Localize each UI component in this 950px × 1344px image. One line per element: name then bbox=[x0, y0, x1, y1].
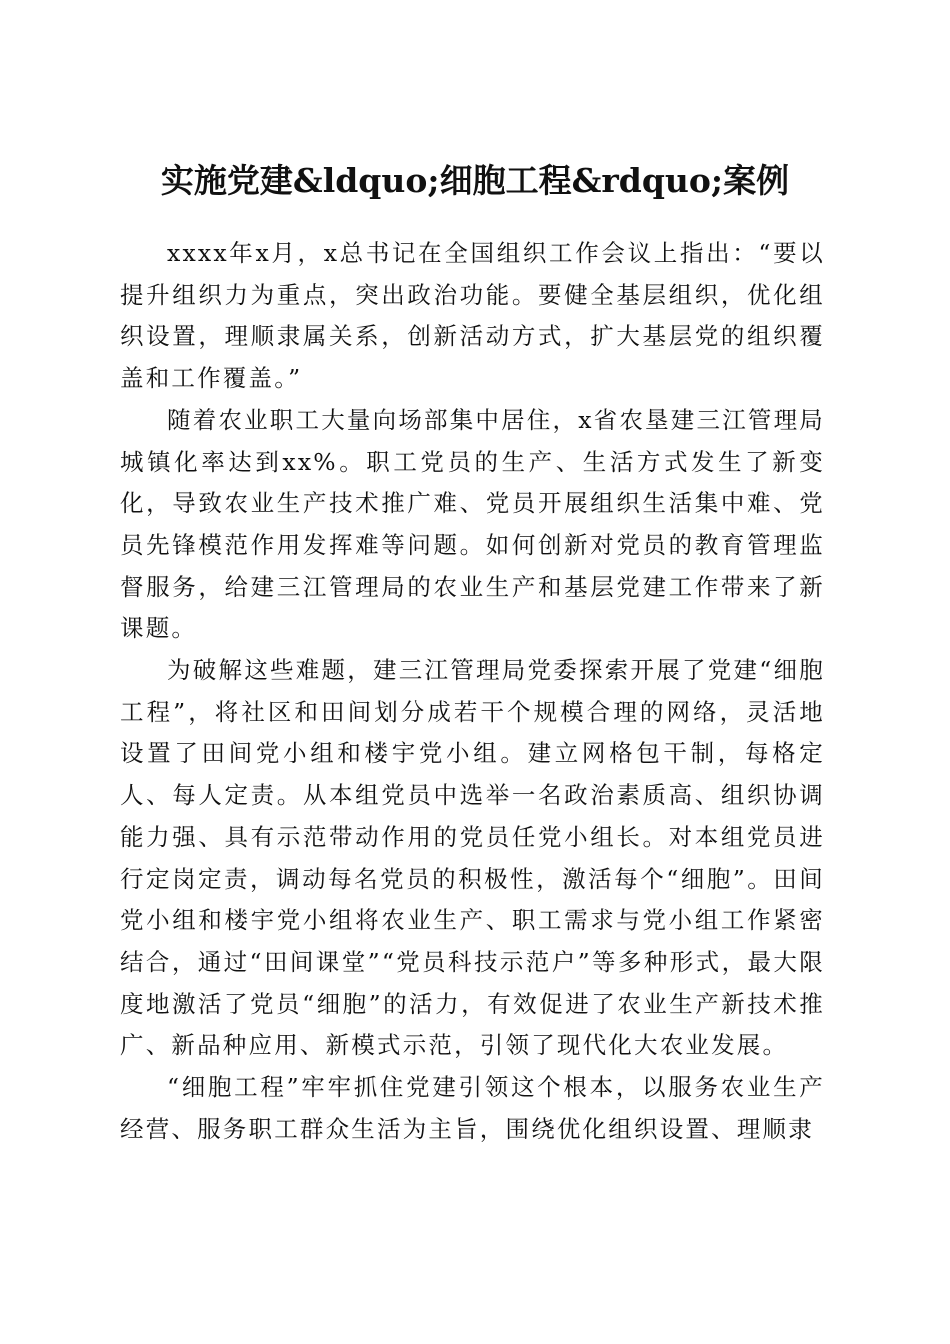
document-title: 实施党建&ldquo;细胞工程&rdquo;案例 bbox=[160, 161, 790, 201]
paragraph-3: 为破解这些难题，建三江管理局党委探索开展了党建“细胞工程”，将社区和田间划分成若干个规模合理的网络，灵活地设置了田间党小组和楼宇党小组。建立网格包干制，每格定人、每人定责。从本组党员中选举一名政治素质高、组织协调能力强、具有示范带动作用的党员任党小组长。对本组党员进行定岗定责，调动每名党员的积极性，激活每个“细胞”。田间党小组和楼宇党小组将农业生产、职工需求与党小组工作紧密结合，通过“田间课堂”“党员科技示范户”等多种形式，最大限度地激活了党员“细胞”的活力，有效促进了农业生产新技术推广、新品种应用、新模式示范，引领了现代化大农业发展。 bbox=[120, 656, 825, 1060]
document-body bbox=[120, 233, 825, 1150]
paragraph-4: “细胞工程”牢牢抓住党建引领这个根本，以服务农业生产经营、服务职工群众生活为主旨，围绕优化组织设置、理顺隶 bbox=[120, 1073, 825, 1143]
paragraph-2: 随着农业职工大量向场部集中居住，x省农垦建三江管理局城镇化率达到xx%。职工党员的生产、生活方式发生了新变化，导致农业生产技术推广难、党员开展组织生活集中难、党员先锋模范作用发挥难等问题。如何创新对党员的教育管理监督服务，给建三江管理局的农业生产和基层党建工作带来了新课题。 bbox=[120, 405, 825, 643]
paragraph-1: xxxx年x月，x总书记在全国组织工作会议上指出：“要以提升组织力为重点，突出政治功能。要健全基层组织，优化组织设置，理顺隶属关系，创新活动方式，扩大基层党的组织覆盖和工作覆盖。” bbox=[120, 239, 825, 393]
